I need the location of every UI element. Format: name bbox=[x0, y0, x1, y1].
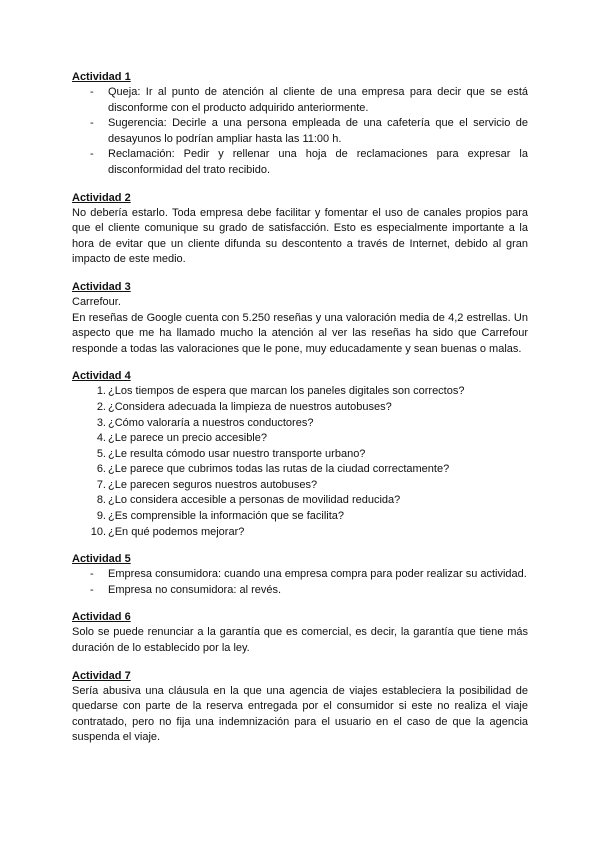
activity-6-paragraph: Solo se puede renunciar a la garantía que es comercial, es decir, la garantía que tiene más duración de lo establecido por la ley. bbox=[72, 626, 528, 655]
document-page bbox=[72, 70, 528, 758]
activity-1-heading: Actividad 1 bbox=[72, 71, 131, 83]
activity-3-heading: Actividad 3 bbox=[72, 280, 131, 293]
number-marker: 1. bbox=[96, 385, 106, 398]
activity-3-section bbox=[72, 280, 528, 357]
list-item: 4. ¿Le parece un precio accesible? bbox=[72, 431, 528, 447]
number-marker: 4. bbox=[96, 432, 106, 445]
list-item: 2. ¿Considera adecuada la limpieza de nuestros autobuses? bbox=[72, 400, 528, 416]
dash-marker: - bbox=[90, 148, 94, 161]
activity-4-heading: Actividad 4 bbox=[72, 370, 131, 383]
list-item: 3. ¿Cómo valoraría a nuestros conductores? bbox=[72, 416, 528, 432]
list-item: - Empresa consumidora: cuando una empresa compra para poder realizar su actividad. bbox=[72, 567, 528, 583]
number-marker: 9. bbox=[96, 510, 106, 523]
list-item: - Queja: Ir al punto de atención al cliente de una empresa para decir que se está disconforme con el producto adquirido anteriormente. bbox=[90, 86, 528, 114]
activity-3-paragraph: Carrefour. bbox=[72, 295, 121, 308]
list-item: - Reclamación: Pedir y rellenar una hoja de reclamaciones para expresar la disconformidad del trato recibido. bbox=[90, 148, 528, 176]
activity-3-paragraph: En reseñas de Google cuenta con 5.250 reseñas y una valoración media de 4,2 estrellas. Un aspecto que me ha llamado mucho la atención al ver las reseñas ha sido que Carrefour responde a todas las valoraciones que le pone, muy educadamente y sean buenas o malas. bbox=[72, 311, 528, 355]
activity-6-section bbox=[72, 610, 528, 656]
activity-2-section bbox=[72, 191, 528, 268]
number-marker: 3. bbox=[96, 416, 106, 429]
number-marker: 6. bbox=[96, 463, 106, 476]
dash-marker: - bbox=[90, 117, 94, 130]
list-item: - Sugerencia: Decirle a una persona empleada de una cafetería que el servicio de desayunos lo podrían ampliar hasta las 11:00 h. bbox=[90, 117, 528, 145]
list-item: 6. ¿Le parece que cubrimos todas las rutas de la ciudad correctamente? bbox=[72, 462, 528, 478]
activity-2-paragraph: No debería estarlo. Toda empresa debe facilitar y fomentar el uso de canales propios para que el cliente comunique su grado de satisfacción. Esto es especialmente importante a la hora de evitar que un cliente difunda su descontento a través de Internet, debido al gran impacto de este medio. bbox=[72, 206, 528, 266]
number-marker: 5. bbox=[96, 447, 106, 460]
activity-7-section bbox=[72, 669, 528, 746]
activity-2-heading: Actividad 2 bbox=[72, 191, 131, 204]
activity-4-section bbox=[72, 369, 528, 540]
activity-5-section bbox=[72, 552, 528, 598]
activity-7-heading: Actividad 7 bbox=[72, 669, 131, 682]
list-item: 9. ¿Es comprensible la información que se facilita? bbox=[72, 509, 528, 525]
activity-5-heading: Actividad 5 bbox=[72, 553, 131, 566]
number-marker: 10. bbox=[90, 525, 106, 538]
list-item: 10. ¿En qué podemos mejorar? bbox=[72, 525, 528, 541]
list-item: - Empresa no consumidora: al revés. bbox=[72, 583, 528, 599]
dash-marker: - bbox=[90, 568, 94, 581]
list-item: 7. ¿Le parecen seguros nuestros autobuses? bbox=[72, 478, 528, 494]
activity-1-section bbox=[72, 70, 528, 179]
activity-1-list bbox=[72, 85, 528, 179]
activity-5-list bbox=[72, 567, 528, 598]
activity-7-paragraph: Sería abusiva una cláusula en la que una agencia de viajes estableciera la posibilidad de quedarse con parte de la reserva entregada por el consumidor si este no realiza el viaje contratado, pero no fija una indemnización para el usuario en el caso de que la agencia suspenda el viaje. bbox=[72, 684, 528, 744]
list-item: 1. ¿Los tiempos de espera que marcan los paneles digitales son correctos? bbox=[72, 384, 528, 400]
number-marker: 7. bbox=[96, 478, 106, 491]
dash-marker: - bbox=[90, 583, 94, 596]
number-marker: 8. bbox=[96, 494, 106, 507]
list-item: 8. ¿Lo considera accesible a personas de movilidad reducida? bbox=[72, 493, 528, 509]
list-item: 5. ¿Le resulta cómodo usar nuestro transporte urbano? bbox=[72, 447, 528, 463]
activity-4-list bbox=[72, 384, 528, 540]
activity-6-heading: Actividad 6 bbox=[72, 611, 131, 624]
dash-marker: - bbox=[90, 86, 94, 98]
number-marker: 2. bbox=[96, 400, 106, 413]
